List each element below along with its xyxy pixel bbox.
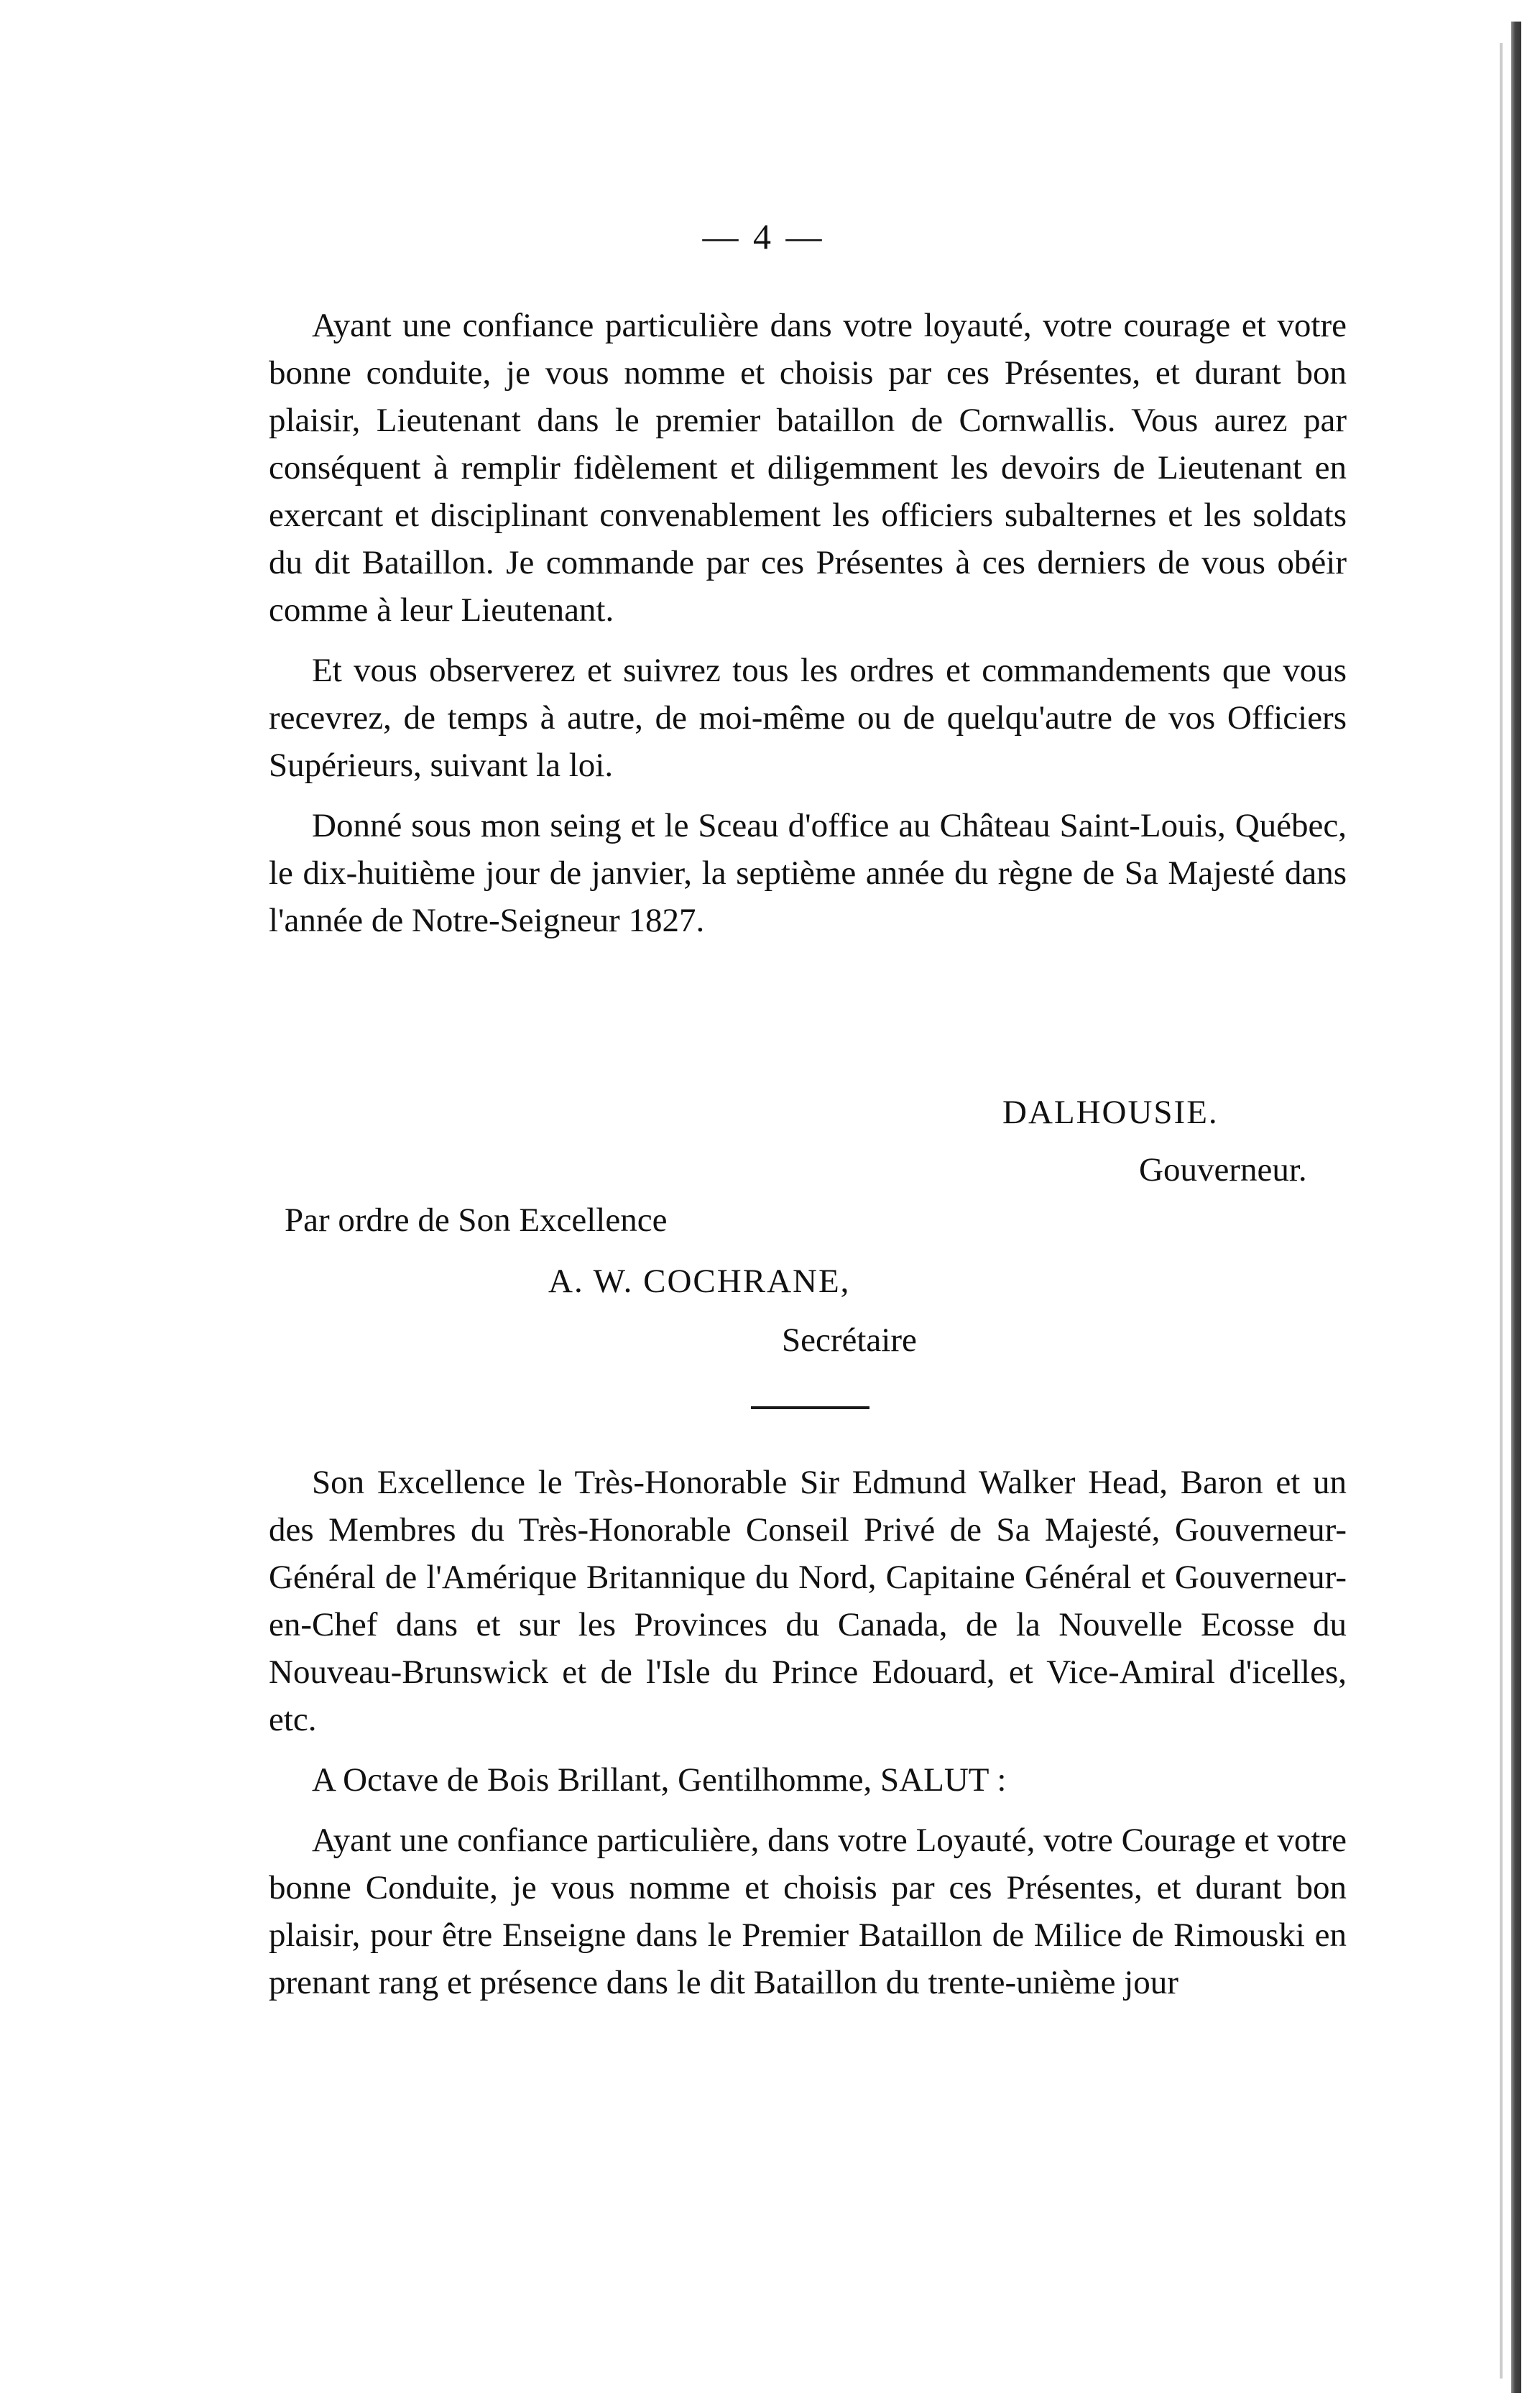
- paragraph-given-under-seal: Donné sous mon seing et le Sceau d'office au Château Saint-Louis, Québec, le dix-huitième jour de janvier, la septième année du règne de Sa Majesté dans l'année de Notre-Seigneur 1827.: [269, 807, 1347, 939]
- governor-title: Gouverneur.: [1139, 1151, 1307, 1189]
- paragraph-governor-titles: Son Excellence le Très-Honorable Sir Edmund Walker Head, Baron et un des Membres du Très-Honorable Conseil Privé de Sa Majesté, Gouverneur-Général de l'Amérique Britannique du Nord, Capitaine Général et Gouverneur-en-Chef dans et sur les Provinces du Canada, de la Nouvelle Ecosse du Nouveau-Brunswick et de l'Isle du Prince Edouard, et Vice-Amiral d'icelles, etc.: [269, 1464, 1347, 1738]
- page-binding-shadow: [1500, 43, 1503, 2379]
- governor-signature: DALHOUSIE.: [1002, 1094, 1219, 1131]
- commission-lieutenant-text: [269, 302, 1347, 944]
- paragraph-orders: Et vous observerez et suivrez tous les ordres et commandements que vous recevrez, de temps à autre, de moi-même ou de quelqu'autre de vos Officiers Supérieurs, suivant la loi.: [269, 652, 1347, 784]
- paragraph-lieutenant-appointment: Ayant une confiance particulière dans votre loyauté, votre courage et votre bonne conduite, je vous nomme et choisis par ces Présentes, et durant bon plaisir, Lieutenant dans le premier bataillon de Cornwallis. Vous aurez par conséquent à remplir fidèlement et diligemment les devoirs de Lieutenant en exercant et disciplinant convenablement les officiers subalternes et les soldats du dit Bataillon. Je commande par ces Présentes à ces derniers de vous obéir comme à leur Lieutenant.: [269, 307, 1347, 629]
- section-divider: [751, 1406, 869, 1409]
- page-binding-edge: [1511, 22, 1521, 2393]
- order-line: Par ordre de Son Excellence: [285, 1201, 668, 1239]
- secretary-title: Secrétaire: [782, 1321, 917, 1359]
- commission-ensign-text: [269, 1459, 1347, 2006]
- secretary-signature: A. W. COCHRANE,: [548, 1263, 851, 1300]
- paragraph-salutation: A Octave de Bois Brillant, Gentilhomme, SALUT :: [312, 1761, 1007, 1799]
- paragraph-ensign-appointment: Ayant une confiance particulière, dans votre Loyauté, votre Courage et votre bonne Conduite, je vous nomme et choisis par ces Présentes, et durant bon plaisir, pour être Enseigne dans le Premier Bataillon de Milice de Rimouski en prenant rang et présence dans le dit Bataillon du trente-unième jour: [269, 1822, 1347, 2001]
- page-number: — 4 —: [702, 216, 825, 257]
